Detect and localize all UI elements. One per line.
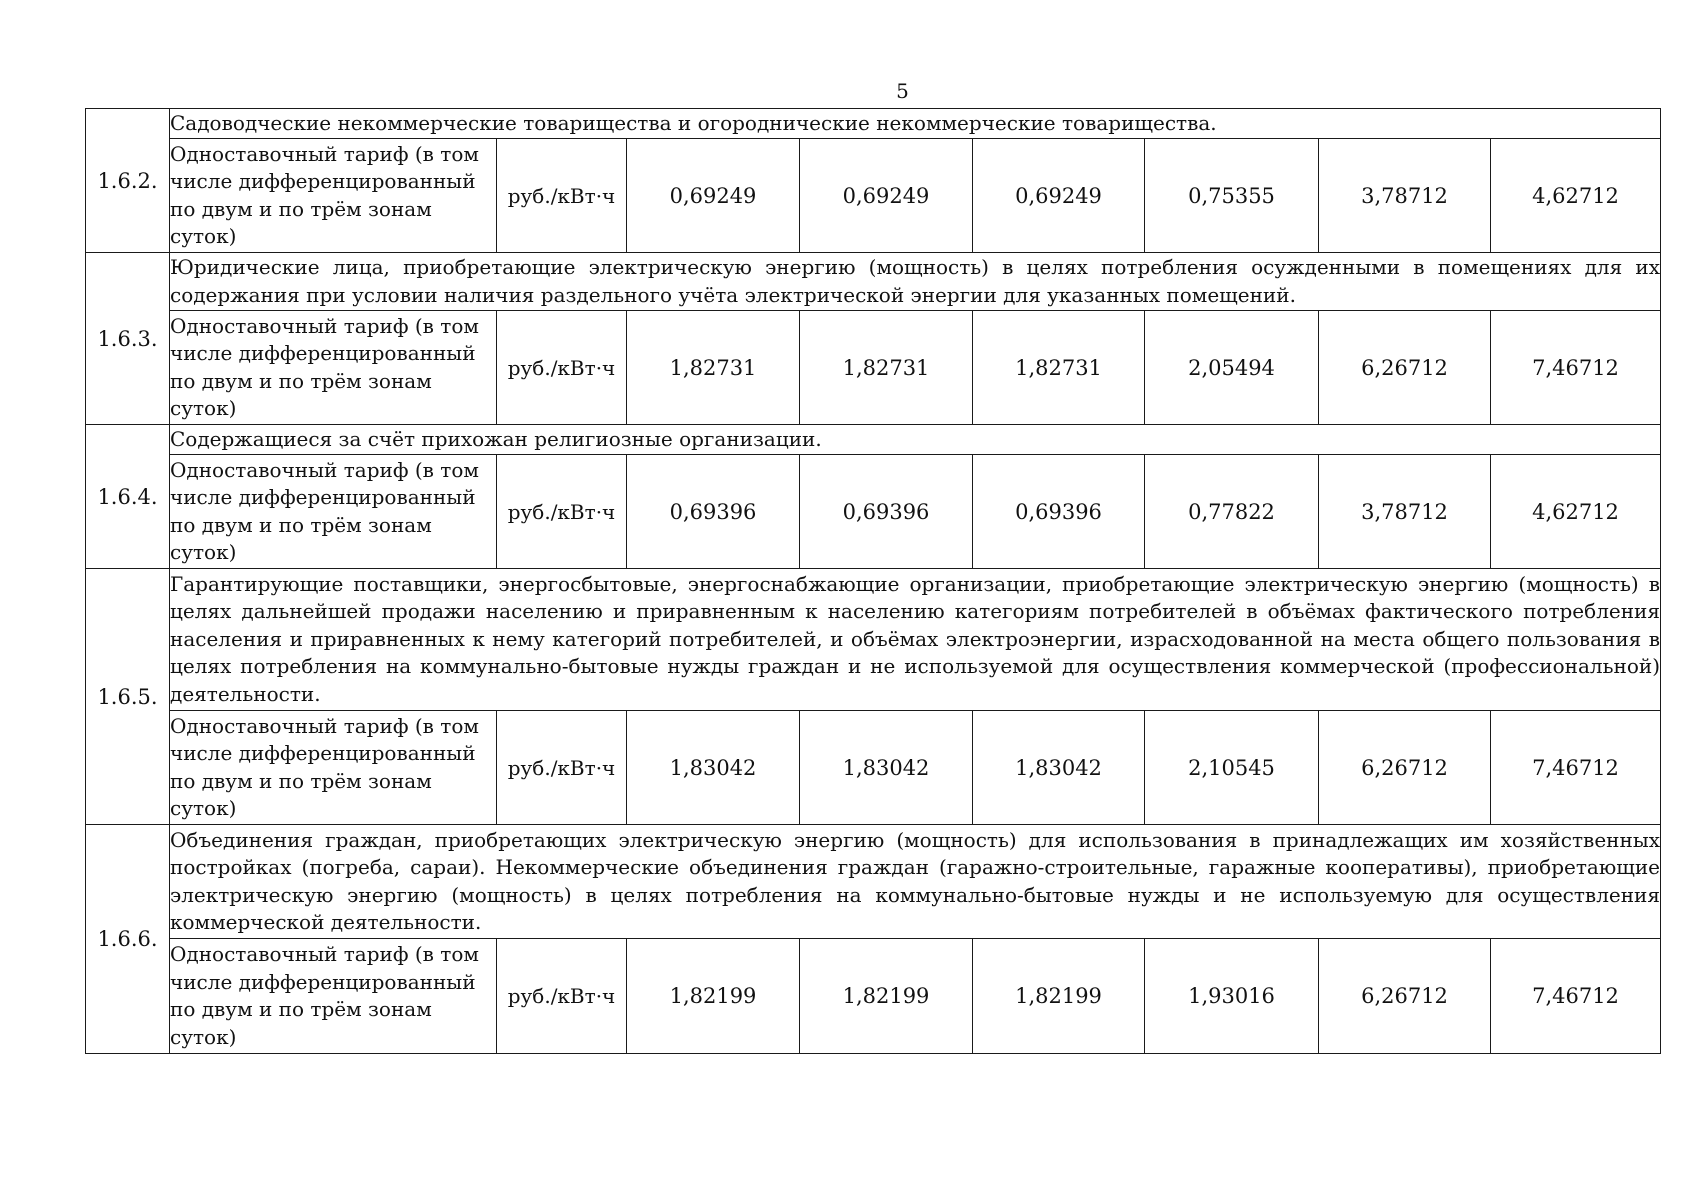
table-row [86, 455, 1661, 569]
tariff-table-body [86, 109, 1661, 1054]
category-description: Юридические лица, приобретающие электрическую энергию (мощность) в целях потребления осужденными в помещениях для их содержания при условии наличия раздельного учёта электрической энергии для указанных помещений. [170, 253, 1661, 311]
unit-cell: руб./кВт·ч [497, 711, 627, 825]
table-row [86, 109, 1661, 139]
category-description: Объединения граждан, приобретающих электрическую энергию (мощность) для использования в принадлежащих им хозяйственных постройках (погреба, сараи). Некоммерческие объединения граждан (гаражно-строительные, гаражные кооперативы), приобретающие электрическую энергию (мощность) в целях потребления на коммунально-бытовые нужды и не используемую для осуществления коммерческой деятельности. [170, 825, 1661, 939]
value-cell: 3,78712 [1319, 455, 1491, 569]
value-cell: 0,69396 [627, 455, 800, 569]
value-cell: 1,82199 [627, 939, 800, 1054]
category-description: Гарантирующие поставщики, энергосбытовые, энергоснабжающие организации, приобретающие электрическую энергию (мощность) в целях дальнейшей продажи населению и приравненным к населению категориям потребителей в объёмах фактического потребления населения и приравненных к нему категорий потребителей, и объёмах электроэнергии, израсходованной на места общего пользования в целях потребления на коммунально-бытовые нужды граждан и не используемой для осуществления коммерческой (профессиональной) деятельности. [170, 569, 1661, 711]
value-cell: 1,82199 [973, 939, 1145, 1054]
tariff-name: Одноставочный тариф (в том числе дифференцированный по двум и по трём зонам суток) [170, 939, 497, 1054]
value-cell: 1,82731 [627, 311, 800, 425]
table-row [86, 939, 1661, 1054]
unit-cell: руб./кВт·ч [497, 939, 627, 1054]
value-cell: 1,83042 [627, 711, 800, 825]
table-row [86, 253, 1661, 311]
value-cell: 6,26712 [1319, 711, 1491, 825]
row-number: 1.6.3. [86, 253, 170, 425]
value-cell: 4,62712 [1491, 139, 1661, 253]
value-cell: 4,62712 [1491, 455, 1661, 569]
value-cell: 7,46712 [1491, 939, 1661, 1054]
tariff-name: Одноставочный тариф (в том числе дифференцированный по двум и по трём зонам суток) [170, 711, 497, 825]
row-number: 1.6.6. [86, 825, 170, 1054]
value-cell: 1,93016 [1145, 939, 1319, 1054]
value-cell: 2,10545 [1145, 711, 1319, 825]
row-number: 1.6.4. [86, 425, 170, 569]
tariff-name: Одноставочный тариф (в том числе дифференцированный по двум и по трём зонам суток) [170, 139, 497, 253]
table-row [86, 825, 1661, 939]
value-cell: 7,46712 [1491, 711, 1661, 825]
table-row [86, 139, 1661, 253]
value-cell: 7,46712 [1491, 311, 1661, 425]
value-cell: 6,26712 [1319, 311, 1491, 425]
row-number: 1.6.2. [86, 109, 170, 253]
table-row [86, 425, 1661, 455]
value-cell: 1,82731 [800, 311, 973, 425]
table-row [86, 311, 1661, 425]
value-cell: 1,83042 [973, 711, 1145, 825]
value-cell: 0,77822 [1145, 455, 1319, 569]
value-cell: 1,83042 [800, 711, 973, 825]
value-cell: 0,75355 [1145, 139, 1319, 253]
tariff-name: Одноставочный тариф (в том числе дифференцированный по двум и по трём зонам суток) [170, 455, 497, 569]
value-cell: 2,05494 [1145, 311, 1319, 425]
category-description: Садоводческие некоммерческие товарищества и огороднические некоммерческие товарищества. [170, 109, 1661, 139]
unit-cell: руб./кВт·ч [497, 455, 627, 569]
value-cell: 6,26712 [1319, 939, 1491, 1054]
value-cell: 0,69396 [800, 455, 973, 569]
row-number: 1.6.5. [86, 569, 170, 825]
table-row [86, 711, 1661, 825]
table-row [86, 569, 1661, 711]
value-cell: 1,82731 [973, 311, 1145, 425]
unit-cell: руб./кВт·ч [497, 139, 627, 253]
category-description: Содержащиеся за счёт прихожан религиозные организации. [170, 425, 1661, 455]
value-cell: 3,78712 [1319, 139, 1491, 253]
page-number: 5 [896, 79, 909, 103]
unit-cell: руб./кВт·ч [497, 311, 627, 425]
value-cell: 0,69249 [627, 139, 800, 253]
value-cell: 1,82199 [800, 939, 973, 1054]
value-cell: 0,69249 [800, 139, 973, 253]
value-cell: 0,69249 [973, 139, 1145, 253]
tariff-table [85, 108, 1661, 1054]
value-cell: 0,69396 [973, 455, 1145, 569]
tariff-name: Одноставочный тариф (в том числе дифференцированный по двум и по трём зонам суток) [170, 311, 497, 425]
